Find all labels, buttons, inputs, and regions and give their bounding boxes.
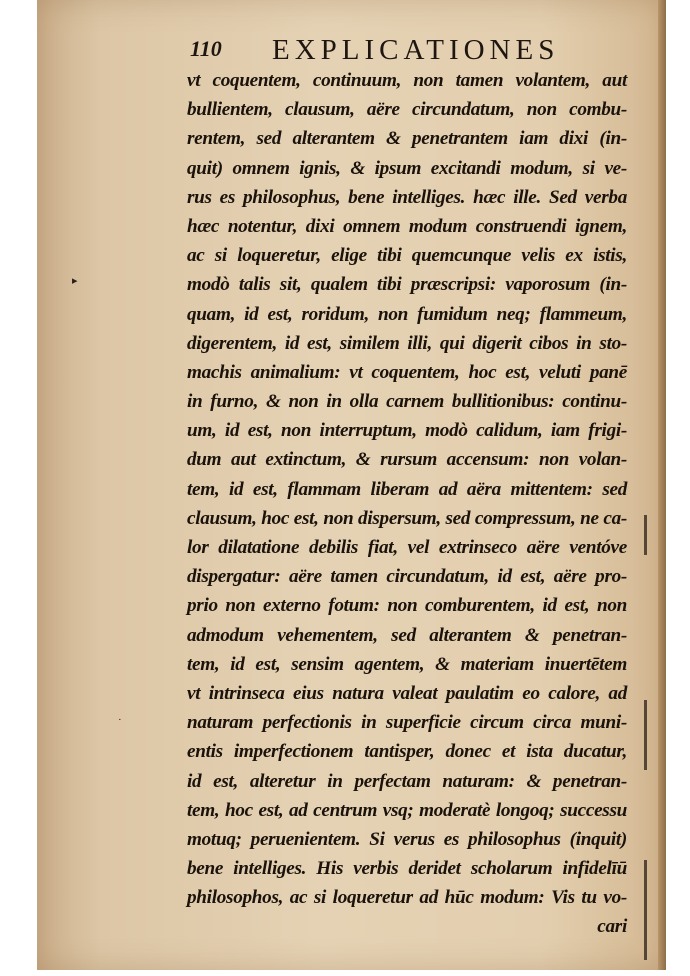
text-line: rentem, sed alterantem & penetrantem iam dixi (in- — [187, 128, 627, 150]
margin-mark — [644, 700, 647, 770]
text-line: tem, id est, flammam liberam ad aëra mittentem: sed — [187, 478, 627, 500]
text-line: entis imperfectionem tantisper, donec et ista ducatur, — [187, 741, 627, 763]
text-line: in furno, & non in olla carnem bullitionibus: continu- — [187, 391, 627, 413]
text-line: id est, alteretur in perfectam naturam: & penetran- — [187, 770, 627, 792]
text-line: rus es philosophus, bene intelliges. hæc ille. Sed verba — [187, 186, 627, 208]
catchword: cari — [597, 916, 627, 938]
text-line: motuq; peruenientem. Si verus es philosophus (inquit) — [187, 828, 627, 850]
text-line: tem, hoc est, ad centrum vsq; moderatè longoq; successu — [187, 799, 627, 821]
text-line: modò talis sit, qualem tibi præscripsi: vaporosum (in- — [187, 274, 627, 296]
text-line: ac si loqueretur, elige tibi quemcunque velis ex istis, — [187, 245, 627, 267]
text-line: dispergatur: aëre tamen circundatum, id est, aëre pro- — [187, 566, 627, 588]
page-edge — [658, 0, 666, 970]
text-line: quam, id est, roridum, non fumidum neq; flammeum, — [187, 303, 627, 325]
text-line: bullientem, clausum, aëre circundatum, non combu- — [187, 99, 627, 121]
body-text — [187, 66, 627, 942]
text-line: hæc notentur, dixi omnem modum construendi ignem, — [187, 215, 627, 237]
page-header — [190, 34, 570, 66]
text-line: lor dilatatione debilis fiat, vel extrinseco aëre ventóve — [187, 537, 627, 558]
text-line: quit) omnem ignis, & ipsum excitandi modum, si ve- — [187, 157, 627, 179]
text-line: philosophos, ac si loqueretur ad hūc modum: Vis tu vo- — [187, 887, 627, 909]
text-line: vt coquentem, continuum, non tamen volantem, aut — [187, 70, 627, 91]
ink-speck: · — [118, 714, 122, 726]
text-line: vt intrinseca eius natura valeat paulatim eo calore, ad — [187, 682, 627, 704]
ink-speck: ▸ — [72, 275, 78, 287]
text-line: bene intelliges. His verbis deridet scholarum infidelīū — [187, 858, 627, 880]
text-line: tem, id est, sensim agentem, & materiam inuertētem — [187, 653, 627, 675]
page-number: 110 — [190, 36, 222, 61]
running-title: EXPLICATIONES — [272, 34, 560, 66]
text-line: naturam perfectionis in superficie circum circa muni- — [187, 712, 627, 734]
margin-mark — [644, 860, 647, 960]
text-line: prio non externo fotum: non comburentem, id est, non — [187, 595, 627, 617]
text-line: dum aut extinctum, & rursum accensum: non volan- — [187, 449, 627, 471]
text-line: digerentem, id est, similem illi, qui digerit cibos in sto- — [187, 332, 627, 354]
text-line: clausum, hoc est, non dispersum, sed compressum, ne ca- — [187, 507, 627, 529]
margin-mark — [644, 515, 647, 555]
text-line: um, id est, non interruptum, modò calidum, iam frigi- — [187, 420, 627, 442]
text-line: machis animalium: vt coquentem, hoc est, veluti panē — [187, 361, 627, 383]
text-line: admodum vehementem, sed alterantem & penetran- — [187, 624, 627, 646]
